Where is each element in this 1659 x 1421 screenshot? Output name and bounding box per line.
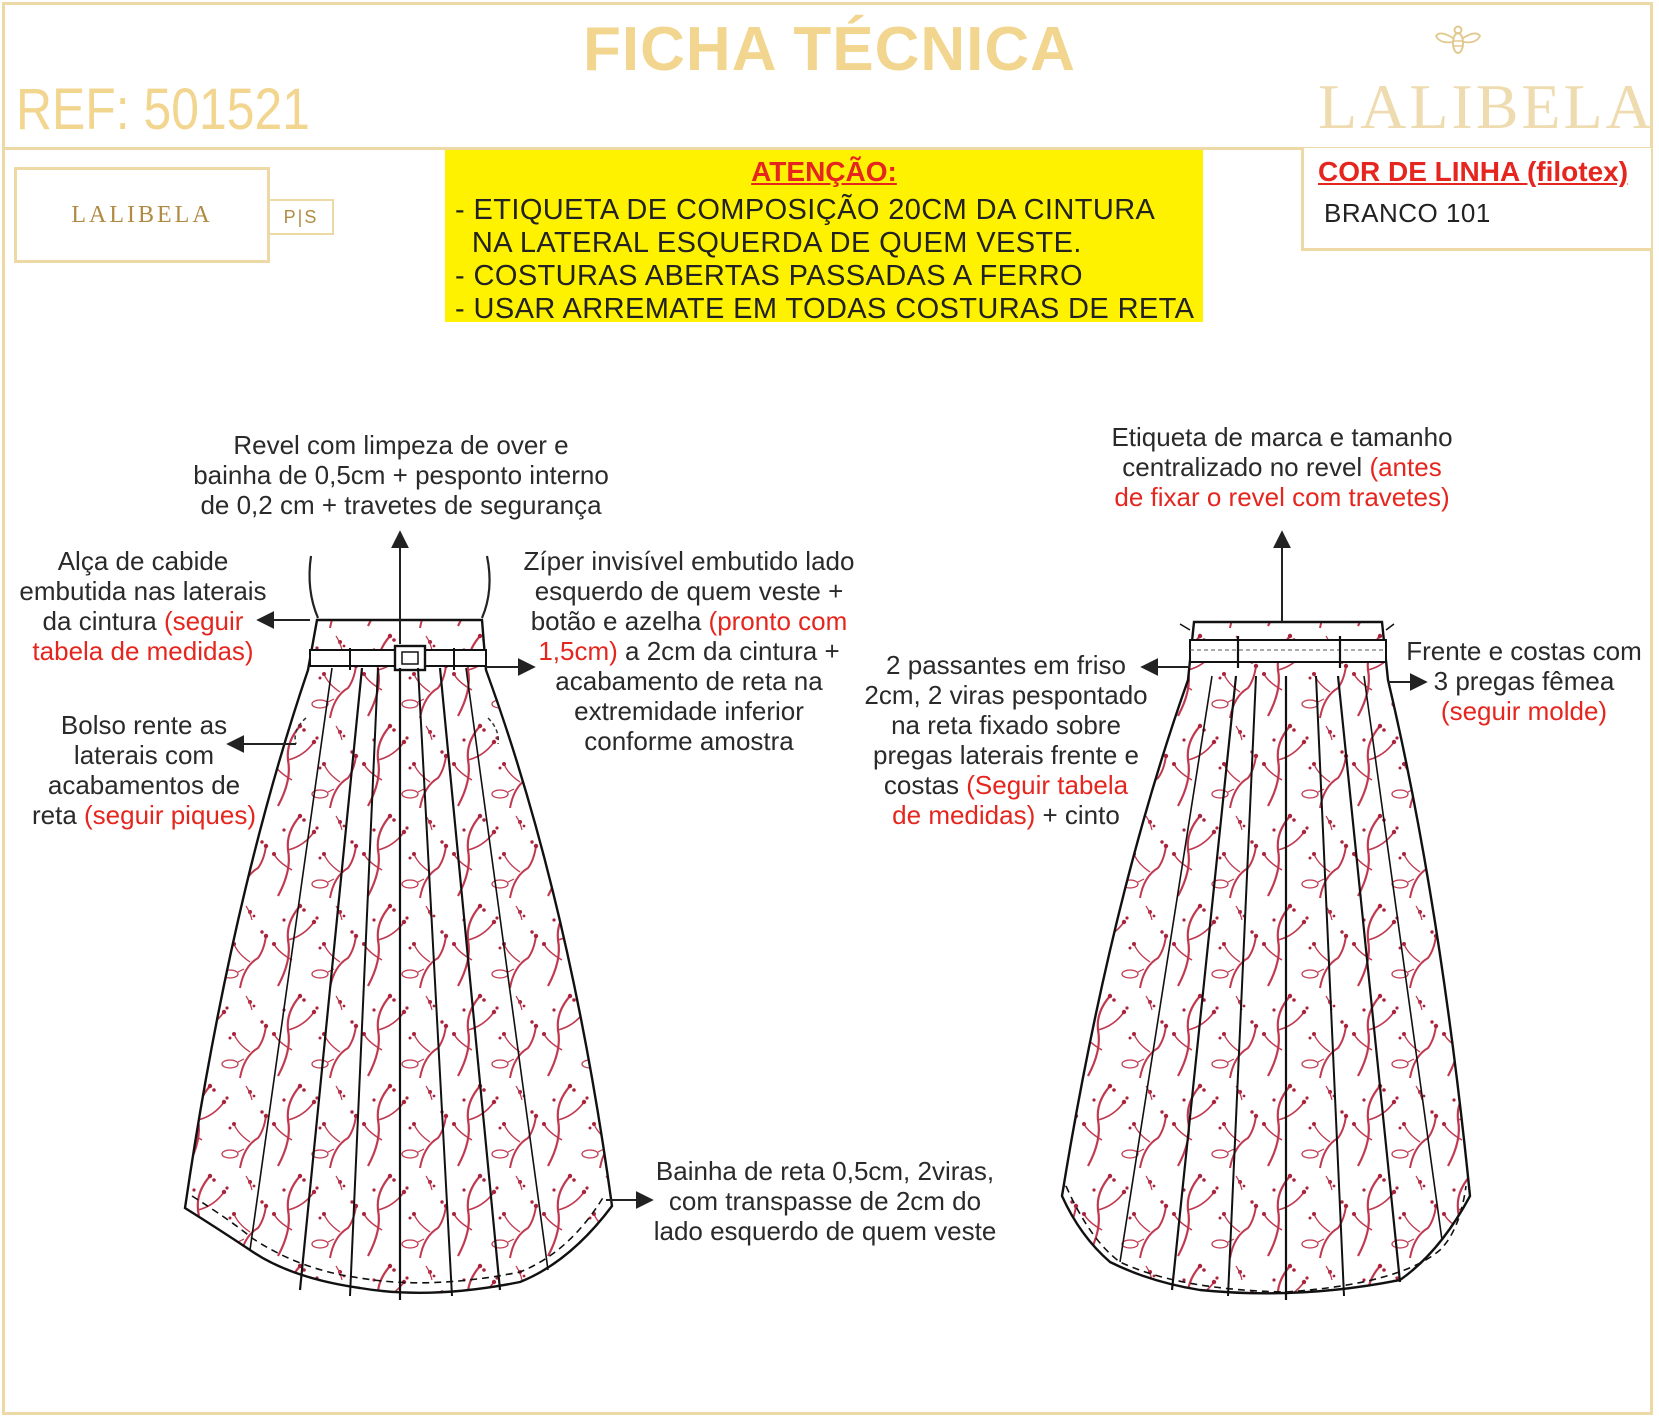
- note-bolso: [14, 710, 274, 830]
- attention-title: ATENÇÃO:: [751, 156, 897, 187]
- note-line: 2cm, 2 viras pespontado: [864, 680, 1148, 710]
- attention-line: - ETIQUETA DE COMPOSIÇÃO 20CM DA CINTURA: [455, 194, 1156, 226]
- note-text-red: (pronto com: [708, 606, 848, 636]
- note-line: esquerdo de quem veste +: [534, 576, 844, 606]
- note-line: [508, 636, 870, 666]
- note-line: Zíper invisível embutido lado: [523, 546, 855, 576]
- note-line: com transpasse de 2cm do: [668, 1186, 982, 1216]
- attention-line: - COSTURAS ABERTAS PASSADAS A FERRO: [455, 260, 1083, 292]
- note-line: Bainha de reta 0,5cm, 2viras,: [655, 1156, 995, 1186]
- thread-color-title: COR DE LINHA (filotex): [1318, 156, 1629, 187]
- note-etiqueta: [1086, 422, 1478, 512]
- size-tag: P|S: [268, 199, 334, 235]
- note-text-red: de medidas): [892, 800, 1036, 830]
- note-line-red: (seguir molde): [1440, 696, 1608, 726]
- note-pregas: [1394, 636, 1654, 726]
- note-line: lado esquerdo de quem veste: [653, 1216, 997, 1246]
- note-line: extremidade inferior: [574, 696, 804, 726]
- note-text: botão e azelha: [530, 606, 709, 636]
- note-line: Alça de cabide: [57, 546, 229, 576]
- attention-line: - USAR ARREMATE EM TODAS COSTURAS DE RETA: [455, 293, 1195, 325]
- note-line: acabamentos de: [47, 770, 241, 800]
- note-bainha: [644, 1156, 1006, 1246]
- note-text: da cintura: [42, 606, 164, 636]
- note-ziper: [508, 546, 870, 756]
- note-text-red: (Seguir tabela: [966, 770, 1129, 800]
- note-passantes: [856, 650, 1156, 830]
- note-line: Revel com limpeza de over e: [233, 430, 569, 460]
- note-line: Bolso rente as: [60, 710, 228, 740]
- note-revel: [176, 430, 626, 520]
- note-line-red: tabela de medidas): [32, 636, 254, 666]
- attention-line: NA LATERAL ESQUERDA DE QUEM VESTE.: [455, 227, 1082, 259]
- note-text-red: (antes: [1369, 452, 1442, 482]
- note-line: Frente e costas com: [1406, 636, 1642, 666]
- note-line: de 0,2 cm + travetes de segurança: [200, 490, 602, 520]
- note-alca-cabide: [8, 546, 278, 666]
- note-text: centralizado no revel: [1122, 452, 1370, 482]
- brand-wordmark: LALIBELA: [1318, 71, 1655, 142]
- note-text-red: (seguir piques): [84, 800, 256, 830]
- note-line: acabamento de reta na: [555, 666, 823, 696]
- note-line: conforme amostra: [584, 726, 794, 756]
- thread-color-value: BRANCO 101: [1324, 198, 1491, 228]
- note-text: + cinto: [1035, 800, 1120, 830]
- note-line-red: de fixar o revel com travetes): [1114, 482, 1450, 512]
- note-line: 3 pregas fêmea: [1433, 666, 1615, 696]
- note-line: Etiqueta de marca e tamanho: [1111, 422, 1453, 452]
- note-text: reta: [31, 800, 85, 830]
- note-line: na reta fixado sobre: [891, 710, 1121, 740]
- note-text: a 2cm da cintura +: [617, 636, 840, 666]
- note-line: embutida nas laterais: [19, 576, 267, 606]
- note-line: [856, 800, 1156, 830]
- note-line: [8, 606, 278, 636]
- note-line: pregas laterais frente e: [873, 740, 1139, 770]
- note-line: [508, 606, 870, 636]
- note-text: costas: [883, 770, 967, 800]
- note-line: bainha de 0,5cm + pesponto interno: [193, 460, 609, 490]
- note-line: laterais com: [73, 740, 215, 770]
- page-title: FICHA TÉCNICA: [583, 15, 1076, 84]
- reference-code: REF: 501521: [16, 77, 310, 142]
- note-line: [856, 770, 1156, 800]
- note-line: 2 passantes em friso: [886, 650, 1126, 680]
- note-text-red: (seguir: [163, 606, 244, 636]
- note-text-red: 1,5cm): [538, 636, 618, 666]
- brand-tag-text: LALIBELA: [71, 201, 213, 228]
- note-line: [14, 800, 274, 830]
- note-line: [1086, 452, 1478, 482]
